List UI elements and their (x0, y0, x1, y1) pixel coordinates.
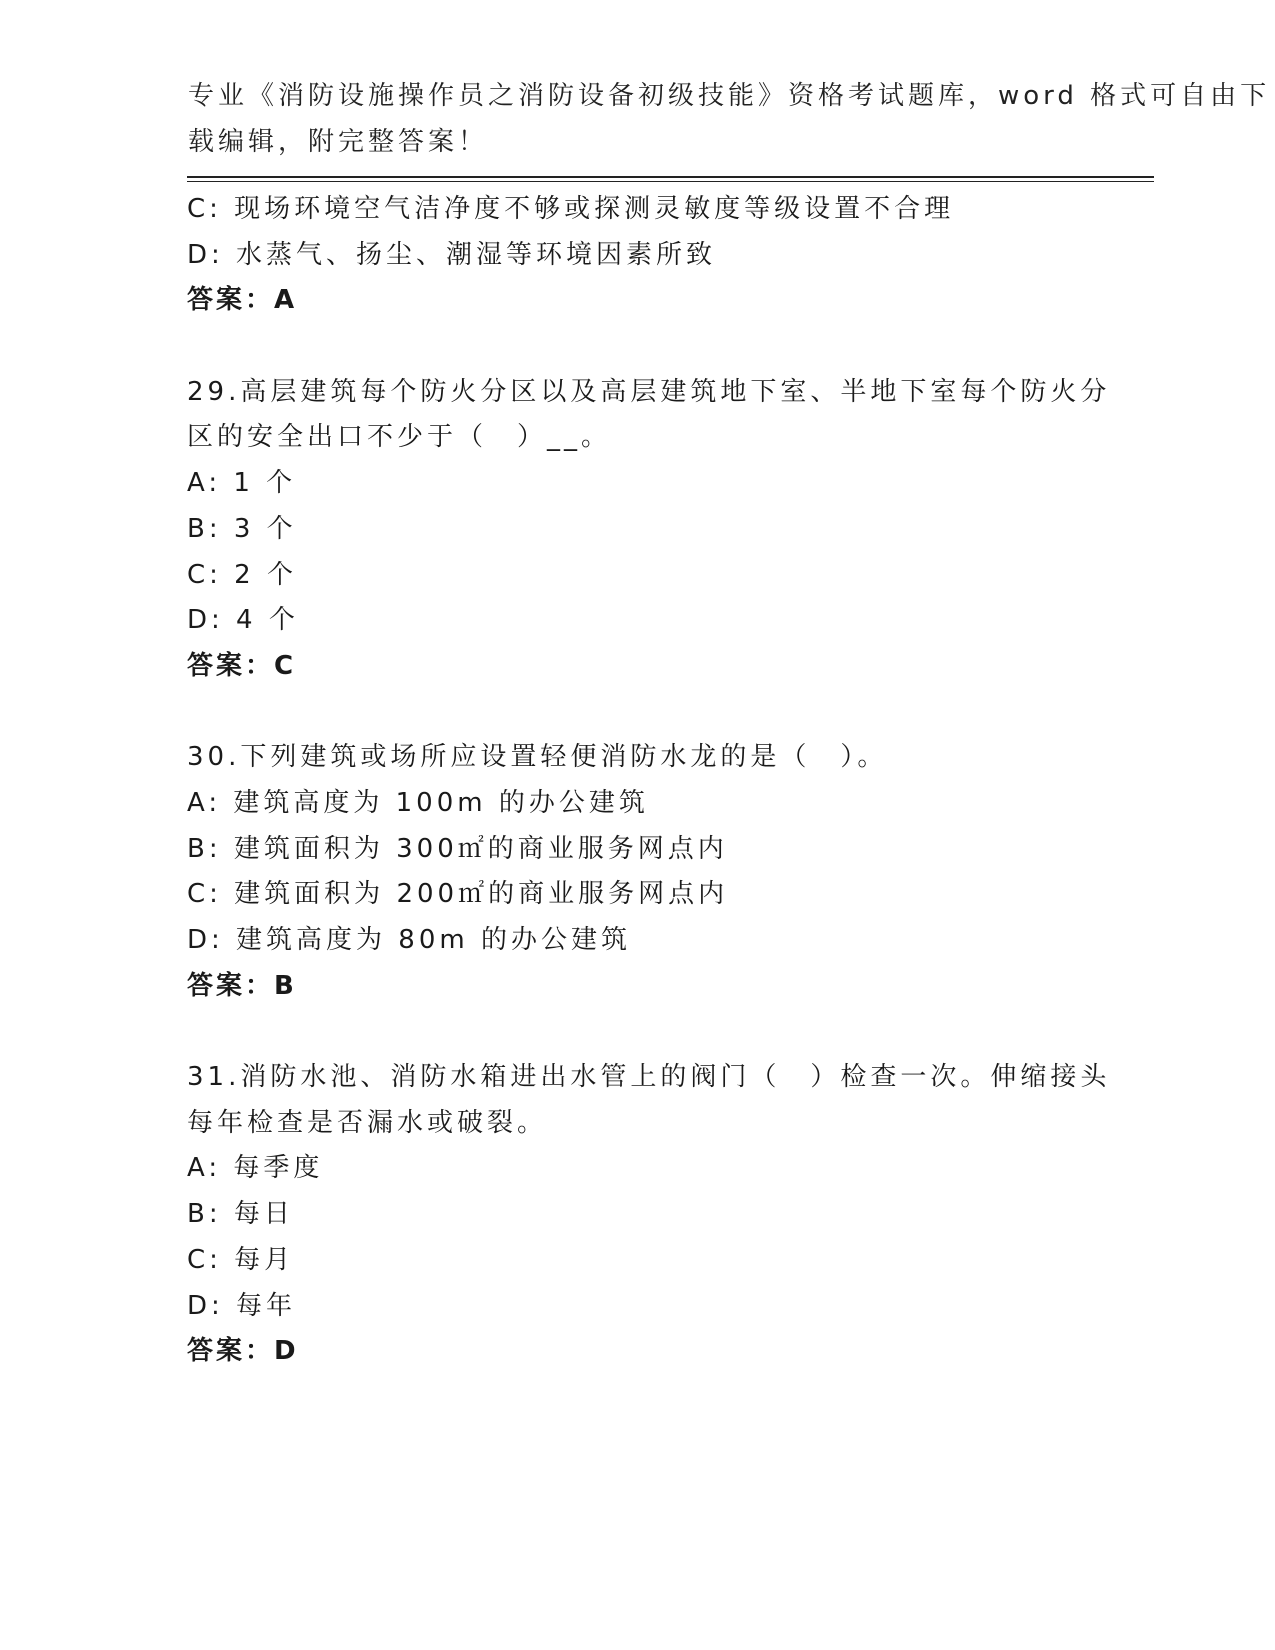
question-block-30 (187, 735, 1087, 1009)
option-a: A: 每季度 (187, 1153, 324, 1184)
option-a: A: 1 个 (187, 468, 297, 499)
option-d: D: 每年 (187, 1290, 297, 1321)
spacer (187, 324, 1087, 370)
spacer (187, 1009, 1087, 1055)
question-stem: 31.消防水池、消防水箱进出水管上的阀门（ ）检查一次。伸缩接头 (187, 1062, 1111, 1093)
header-divider-thick (187, 176, 1154, 178)
answer-line: 答案：D (187, 1336, 299, 1367)
option-b: B: 每日 (187, 1199, 294, 1230)
header-divider-thin (187, 181, 1154, 182)
question-stem-cont: 每年检查是否漏水或破裂。 (187, 1107, 548, 1138)
question-list (187, 187, 1111, 1375)
option-c: C: 每月 (187, 1244, 295, 1275)
option-b: B: 建筑面积为 300㎡的商业服务网点内 (187, 833, 728, 864)
option-d: D: 水蒸气、扬尘、潮湿等环境因素所致 (187, 239, 717, 270)
option-c: C: 建筑面积为 200㎡的商业服务网点内 (187, 879, 729, 910)
question-block-31 (187, 1055, 1111, 1375)
option-b: B: 3 个 (187, 513, 297, 544)
option-d: D: 4 个 (187, 605, 299, 636)
question-stem: 29.高层建筑每个防火分区以及高层建筑地下室、半地下室每个防火分 (187, 376, 1111, 407)
question-block-28 (187, 187, 1087, 324)
header-line-2: 载编辑，附完整答案！ (188, 126, 489, 157)
option-c: C: 现场环境空气洁净度不够或探测灵敏度等级设置不合理 (187, 194, 955, 224)
option-d: D: 建筑高度为 80m 的办公建筑 (187, 925, 631, 955)
header-line-1: 专业《消防设施操作员之消防设备初级技能》资格考试题库，word 格式可自由下 (188, 81, 1271, 111)
answer-line: 答案：C (187, 650, 297, 681)
question-stem-cont: 区的安全出口不少于（ ）__。 (187, 422, 612, 453)
spacer (187, 690, 1087, 736)
question-block-29 (187, 370, 1111, 690)
answer-line: 答案：B (187, 970, 297, 1001)
option-c: C: 2 个 (187, 559, 297, 590)
answer-line: 答案：A (187, 285, 298, 316)
document-header (188, 74, 1271, 165)
question-stem: 30.下列建筑或场所应设置轻便消防水龙的是（ ）。 (187, 742, 888, 773)
option-a: A: 建筑高度为 100m 的办公建筑 (187, 787, 649, 818)
